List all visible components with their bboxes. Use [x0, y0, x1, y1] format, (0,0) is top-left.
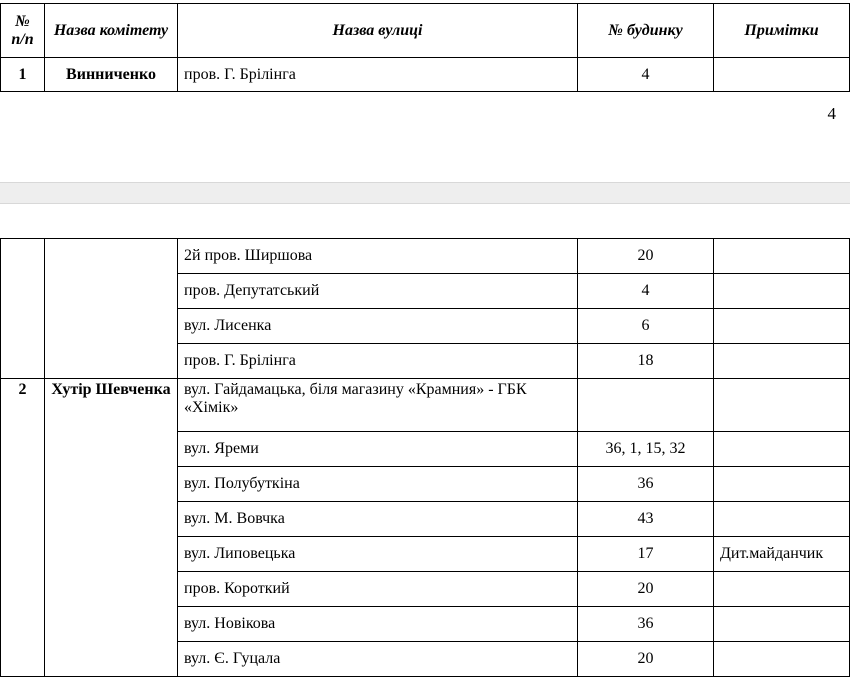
row-note: [714, 607, 850, 642]
row-house: 6: [578, 309, 714, 344]
row-street: 2й пров. Ширшова: [178, 239, 578, 274]
row-note: [714, 309, 850, 344]
table-row: [1, 379, 850, 432]
row-street: пров. Г. Брілінга: [178, 58, 578, 92]
row-num: 1: [1, 58, 45, 92]
row-house: 20: [578, 642, 714, 677]
page-break-gap: [0, 182, 850, 204]
row-note: [714, 432, 850, 467]
row-note: [714, 572, 850, 607]
row-note: [714, 379, 850, 432]
row-street: пров. Короткий: [178, 572, 578, 607]
row-house: 36: [578, 607, 714, 642]
row-note: [714, 642, 850, 677]
row-street: вул. Новікова: [178, 607, 578, 642]
header-committee: Назва комітету: [45, 4, 178, 58]
row-note: [714, 467, 850, 502]
table-row: [1, 58, 850, 92]
header-house: № будинку: [578, 4, 714, 58]
table-header-row: [1, 4, 850, 58]
row-house: 17: [578, 537, 714, 572]
row-street: пров. Г. Брілінга: [178, 344, 578, 379]
committee-table-page-2: [0, 238, 850, 677]
row-house: 20: [578, 239, 714, 274]
row-note: Дит.майданчик: [714, 537, 850, 572]
row-note: [714, 239, 850, 274]
header-street: Назва вулиці: [178, 4, 578, 58]
row-note: [714, 58, 850, 92]
header-num: № п/п: [1, 4, 45, 58]
row-committee-empty: [45, 239, 178, 379]
row-street: вул. Яреми: [178, 432, 578, 467]
row-house: 36: [578, 467, 714, 502]
row-house: 4: [578, 274, 714, 309]
row-street: вул. Полубуткіна: [178, 467, 578, 502]
row-house: [578, 379, 714, 432]
row-street: вул. М. Вовчка: [178, 502, 578, 537]
row-num: 2: [1, 379, 45, 677]
row-committee: Хутір Шевченка: [45, 379, 178, 677]
row-note: [714, 344, 850, 379]
row-committee: Винниченко: [45, 58, 178, 92]
row-house: 43: [578, 502, 714, 537]
document-page-top: [0, 0, 850, 182]
row-street: вул. Лисенка: [178, 309, 578, 344]
row-street: вул. Липовецька: [178, 537, 578, 572]
row-street: пров. Депутатський: [178, 274, 578, 309]
row-house: 18: [578, 344, 714, 379]
row-note: [714, 274, 850, 309]
page-number: 4: [827, 104, 836, 123]
row-num-empty: [1, 239, 45, 379]
row-street: вул. Є. Гуцала: [178, 642, 578, 677]
header-notes: Примітки: [714, 4, 850, 58]
row-house: 4: [578, 58, 714, 92]
row-house: 36, 1, 15, 32: [578, 432, 714, 467]
row-note: [714, 502, 850, 537]
table-row: [1, 239, 850, 274]
row-house: 20: [578, 572, 714, 607]
row-street: вул. Гайдамацька, біля магазину «Крамния» - ГБК «Хімік»: [178, 379, 578, 432]
committee-table-page-1: [0, 3, 850, 92]
